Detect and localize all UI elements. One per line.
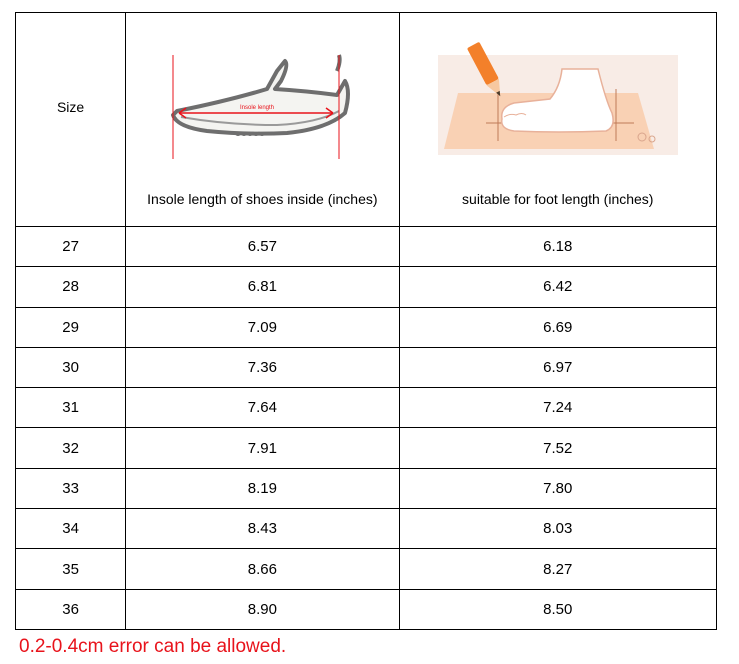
- insole-header-cell: [126, 13, 399, 227]
- insole-length-cell: 7.09: [126, 307, 399, 347]
- foot-measure-illustration: [438, 41, 678, 159]
- insole-length-label: Insole length: [240, 105, 275, 111]
- table-row: [16, 428, 717, 468]
- foot-length-cell: 7.24: [399, 388, 716, 428]
- foot-length-cell: 7.80: [399, 468, 716, 508]
- foot-length-cell: 6.18: [399, 227, 716, 267]
- table-row: [16, 227, 717, 267]
- foot-length-cell: 6.42: [399, 267, 716, 307]
- error-tolerance-note: 0.2-0.4cm error can be allowed.: [19, 636, 287, 657]
- size-cell: 33: [16, 468, 126, 508]
- foot-length-cell: 8.50: [399, 589, 716, 629]
- size-cell: 31: [16, 388, 126, 428]
- table-row: [16, 589, 717, 629]
- size-cell: 28: [16, 267, 126, 307]
- insole-length-cell: 8.19: [126, 468, 399, 508]
- table-row: [16, 267, 717, 307]
- insole-length-cell: 7.91: [126, 428, 399, 468]
- table-header-row: [16, 13, 717, 227]
- foot-length-cell: 6.69: [399, 307, 716, 347]
- foot-header-caption: suitable for foot length (inches): [462, 191, 654, 207]
- foot-length-cell: 8.03: [399, 509, 716, 549]
- insole-length-cell: 8.66: [126, 549, 399, 589]
- size-header-label: Size: [56, 99, 85, 115]
- table-row: [16, 549, 717, 589]
- size-cell: 32: [16, 428, 126, 468]
- insole-length-cell: 8.90: [126, 589, 399, 629]
- table-row: [16, 509, 717, 549]
- insole-length-cell: 7.36: [126, 347, 399, 387]
- size-cell: 29: [16, 307, 126, 347]
- foot-header-cell: [399, 13, 716, 227]
- insole-length-cell: 8.43: [126, 509, 399, 549]
- table-row: [16, 307, 717, 347]
- insole-length-cell: 6.81: [126, 267, 399, 307]
- size-chart-table: [15, 12, 717, 630]
- foot-length-cell: 8.27: [399, 549, 716, 589]
- insole-length-cell: 7.64: [126, 388, 399, 428]
- size-cell: 30: [16, 347, 126, 387]
- table-row: [16, 468, 717, 508]
- size-cell: 35: [16, 549, 126, 589]
- size-cell: 34: [16, 509, 126, 549]
- foot-length-cell: 6.97: [399, 347, 716, 387]
- table-row: [16, 347, 717, 387]
- insole-header-caption: Insole length of shoes inside (inches): [147, 191, 378, 207]
- size-cell: 36: [16, 589, 126, 629]
- shoe-insole-illustration: [167, 51, 357, 161]
- foot-length-cell: 7.52: [399, 428, 716, 468]
- insole-length-cell: 6.57: [126, 227, 399, 267]
- size-cell: 27: [16, 227, 126, 267]
- size-header-cell: [16, 13, 126, 227]
- table-row: [16, 388, 717, 428]
